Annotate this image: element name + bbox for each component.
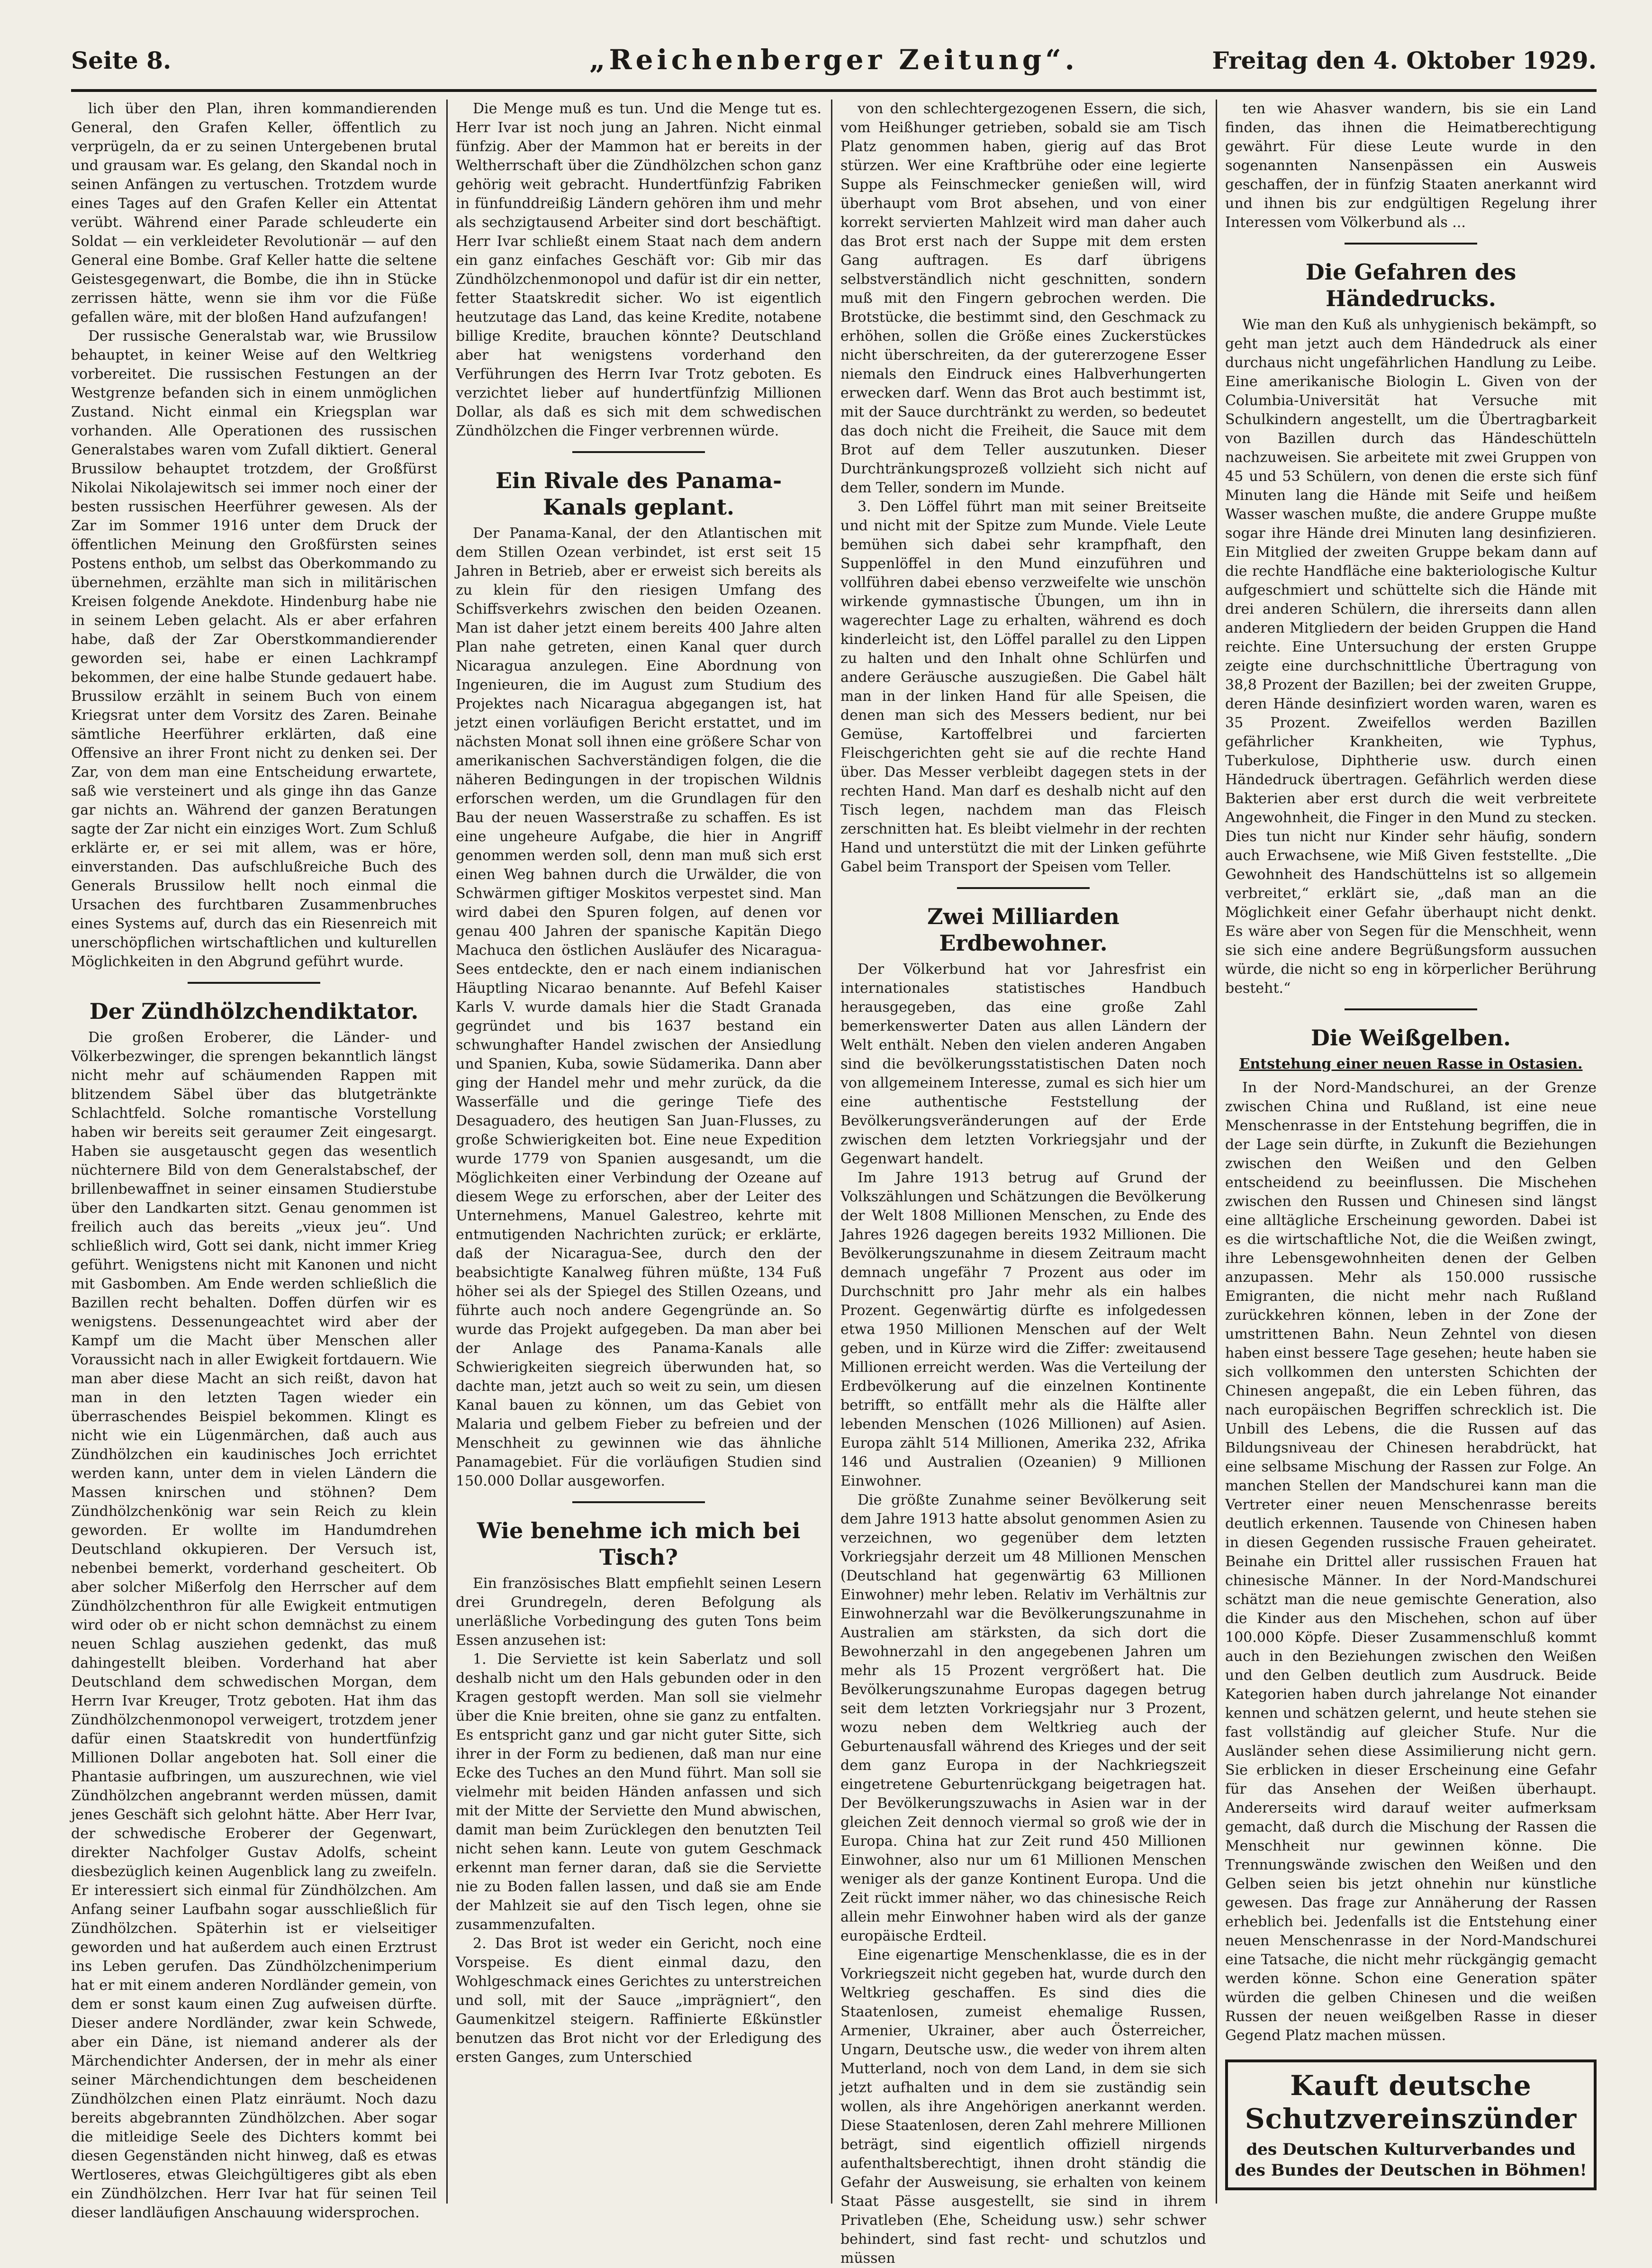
column-divider — [446, 100, 448, 2204]
column-4 — [1225, 100, 1597, 2208]
masthead — [71, 33, 1597, 90]
article-subheadline: Entstehung einer neuen Rasse in Ostasien. — [1239, 1056, 1583, 1072]
article-text: In der Nord-Mandschurei, an der Grenze zwischen China und Rußland, ist eine neue Menschenrasse in der Entstehung begriffen, die in der Lage sein dürfte, in Zukunft die Beziehungen zwischen den Weißen und den Gelben entscheidend zu beeinflussen. Die Mischehen zwischen den Russen und Chinesen sind längst eine alltägliche Erscheinung geworden. Dabei ist es die wirtschaftliche Not, die die Weißen zwingt, ihre Lebensgewohnheiten denen der Gelben anzupassen. Mehr als 150.000 russische Emigranten, die nicht mehr nach Rußland zurückkehren können, leben in der Zone der umstrittenen Bahn. Neun Zehntel von diesen haben einst bessere Tage gesehen; heute haben sie sich vollkommen den untersten Schichten der Chinesen angepaßt, die ein Leben führen, das nach europäischen Begriffen schrecklich ist. Die Unbill des Lebens, die die Russen auf das Bildungsniveau der Chinesen herabdrückt, hat eine selbsame Mischung der Rassen zur Folge. An manchen Stellen der Mandschurei kann man die Vertreter einer neuen Menschenrasse bereits deutlich erkennen. Tausende von Chinesen haben in diesen Gegenden russische Frauen geheiratet. Beinahe ein Drittel aller russischen Frauen hat chinesische Männer. In der Nord-Mandschurei schätzt man die neue gemischte Generation, also die Kinder aus den Mischehen, schon auf über 100.000 Köpfe. Dieser Zusammenschluß kommt auch in den Beziehungen zwischen den Weißen und den Gelben deutlich zum Ausdruck. Beide Kategorien haben durch jahrelange Not einander kennen und schätzen gelernt, und heute stehen sie fast vollständig auf gleicher Stufe. Nur die Ausländer sehen diese Assimilierung nicht gern. Sie erblicken in dieser Erscheinung eine Gefahr für das Ansehen der Weißen überhaupt. Andererseits wird darauf weiter aufmerksam gemacht, daß durch die Mischung der Rassen die Menschheit nur gewinnen könne. Die Trennungswände zwischen den Weißen und den Gelben seien bis jetzt ohnehin nur künstliche gewesen. Das frage zur Annäherung der Rassen erheblich bei. Jedenfalls ist die Entstehung einer neuen Menschenrasse in der Nord-Mandschurei eine Tatsache, die nicht mehr rückgängig gemacht werden könne. Schon eine Generation später würden die gelben Chinesen und die weißen Russen der neuen weißgelben Rasse in dieser Gegend Platz machen müssen. — [1225, 1080, 1597, 2044]
article-text: ten wie Ahasver wandern, bis sie ein Land finden, das ihnen die Heimatberechtigung gewährt. Für diese Leute wurde in den sogenannten Nansenpässen ein Ausweis geschaffen, der in fünfzig Staaten anerkannt wird und ihnen bis zur endgültigen Regelung ihrer Interessen vom Völkerbund als ... — [1225, 100, 1597, 231]
advertisement-headline: Kauft deutsche Schutzvereinszünder — [1245, 2069, 1577, 2135]
article-text: lich über den Plan, ihren kommandierenden General, den Grafen Keller, öffentlich zu verprügeln, da er zu seinen Untergebenen brutal und grausam war. Es gelang, den Skandal noch in seinen Anfängen zu vertuschen. Trotzdem wurde eines Tages auf den Grafen Keller ein Attentat verübt. Während einer Parade schleuderte ein Soldat — ein verkleideter Revolutionär — auf den General eine Bombe. Graf Keller hatte die seltene Geistesgegenwart, die Bombe, die ihn in Stücke zerrissen hätte, wenn sie ihm vor die Füße gefallen wäre, mit der bloßen Hand aufzufangen! — [71, 100, 437, 326]
article-separator — [188, 982, 320, 984]
article-text: Im Jahre 1913 betrug auf Grund der Volkszählungen und Schätzungen die Bevölkerung der Welt 1808 Millionen Menschen, zu Ende des Jahres 1926 dagegen bereits 1932 Millionen. Die Bevölkerungszunahme in diesem Zeitraum macht demnach ungefähr 7 Prozent aus oder im Durchschnitt pro Jahr mehr als ein halbes Prozent. Gegenwärtig dürfte es infolgedessen etwa 1950 Millionen Menschen auf der Welt geben, und in Kürze wird die Ziffer: zweitausend Millionen erreicht werden. Was die Verteilung der Erdbevölkerung auf die einzelnen Kontinente betrifft, so entfällt mehr als die Hälfte aller lebenden Menschen (1026 Millionen) auf Asien. Europa zählt 514 Millionen, Amerika 232, Afrika 146 und Australien (Ozeanien) 9 Millionen Einwohner. — [840, 1170, 1206, 1489]
issue-date: Freitag den 4. Oktober 1929. — [1212, 46, 1597, 74]
article-text: 3. Den Löffel führt man mit seiner Breitseite und nicht mit der Spitze zum Munde. Viele Leute bemühen sich dabei sehr krampfhaft, den Suppenlöffel in den Mund einzuführen und vollführen dabei ebenso verzweifelte wie unschön wirkende gymnastische Übungen, um ihn in wagerechter Lage zu erhalten, während es doch kinderleicht ist, den Löffel parallel zu den Lippen zu halten und den Inhalt ohne Schlürfen und andere Geräusche auszugießen. Die Gabel hält man in der linken Hand für alle Speisen, die denen man sich des Messers bedient, nur bei Gemüse, Kartoffelbrei und farcierten Fleischgerichten geht sie auf die rechte Hand über. Das Messer verbleibt dagegen stets in der rechten Hand. Man darf es deshalb nicht auf den Tisch legen, nachdem man das Fleisch zerschnitten hat. Es bleibt vielmehr in der rechten Hand und unterstützt die mit der Linken geführte Gabel beim Transport der Speisen vom Teller. — [840, 499, 1206, 875]
column-2 — [456, 100, 821, 2208]
article-text: von den schlechtergezogenen Essern, die sich, vom Heißhunger getrieben, sobald sie am Tisch Platz genommen haben, gierig auf das Brot stürzen. Wer eine Kraftbrühe oder eine legierte Suppe als Feinschmecker genießen will, wird überhaupt vom Brot absehen, und von einer korrekt servierten Mahlzeit wird man daher auch das Brot erst nach der Suppe mit dem ersten Gang auftragen. Es darf übrigens selbstverständlich nicht geschnitten, sondern muß mit den Fingern gebrochen werden. Die Brotstücke, die bestimmt sind, den Geschmack zu erhöhen, sollen die Größe eines Zuckerstückes nicht überschreiten, da der gutererzogene Esser niemals den Eindruck eines Halbverhungerten erwecken darf. Wenn das Brot auch bestimmt ist, mit der Sauce durchtränkt zu werden, so bedeutet das doch nicht die Freiheit, die Sauce mit dem Brot auf dem Teller auszutunken. Dieser Durchtränkungsprozeß vollzieht sich nicht auf dem Teller, sondern im Munde. — [840, 100, 1206, 496]
article-separator — [1345, 243, 1477, 245]
article-text: Eine eigenartige Menschenklasse, die es in der Vorkriegszeit nicht gegeben hat, wurde durch den Weltkrieg geschaffen. Es sind dies die Staatenlosen, zumeist ehemalige Russen, Armenier, Ukrainer, aber auch Österreicher, Ungarn, Deutsche usw., die weder von ihrem alten Mutterland, noch von dem Land, in dem sie sich jetzt aufhalten und in dem sie zuständig sein wollen, als ihre Angehörigen anerkannt werden. Diese Staatenlosen, deren Zahl mehrere Millionen beträgt, sind eigentlich offiziell nirgends aufenthaltsberechtigt, ihnen droht ständig die Gefahr der Ausweisung, sie erhalten von keinem Staat Pässe ausgestellt, sie sind in ihrem Privatleben (Ehe, Scheidung usw.) sehr schwer behindert, sind fast recht- und schutzlos und müssen — [840, 1947, 1206, 2267]
article-text: Die größte Zunahme seiner Bevölkerung seit dem Jahre 1913 hatte absolut genommen Asien zu verzeichnen, wo gegenüber dem letzten Vorkriegsjahr derzeit um 48 Millionen Menschen (Deutschland hat gegenwärtig 63 Millionen Einwohner) mehr leben. Relativ im Verhältnis zur Einwohnerzahl war die Bevölkerungszunahme in Australien am stärksten, da sich dort die Bewohnerzahl in den angegebenen Jahren um mehr als 15 Prozent vergrößert hat. Die Bevölkerungszunahme Europas dagegen betrug seit dem letzten Vorkriegsjahr nur 3 Prozent, wozu neben dem Weltkrieg auch der Geburtenausfall während des Krieges und der seit dem ganz Europa in der Nachkriegszeit eingetretene Geburtenrückgang beigetragen hat. Der Bevölkerungszuwachs in Asien war in der gleichen Zeit dennoch viermal so groß wie der in Europa. China hat zur Zeit rund 450 Millionen Einwohner, also nur um 61 Millionen Menschen weniger als der ganze Kontinent Europa. Und die Zeit rückt immer näher, wo das chinesische Reich allein mehr Einwohner haben wird als der ganze europäische Erdteil. — [840, 1492, 1206, 1944]
article-headline: Zwei Milliarden Erdbewohner. — [927, 904, 1119, 956]
article-separator — [572, 451, 705, 453]
page-number: Seite 8. — [71, 46, 172, 74]
column-divider — [1216, 100, 1217, 2204]
article-headline: Die Weißgelben. — [1310, 1025, 1511, 1051]
article-separator — [957, 887, 1090, 889]
article-separator — [572, 1501, 705, 1503]
article-separator — [1345, 1008, 1477, 1010]
newspaper-page — [71, 33, 1597, 2267]
article-text: Ein französisches Blatt empfiehlt seinen Lesern drei Grundregeln, deren Befolgung als unerläßliche Vorbedingung des guten Tons beim Essen anzusehen ist: — [456, 1575, 821, 1649]
column-1 — [71, 100, 437, 2221]
article-headline: Wie benehme ich mich bei Tisch? — [477, 1518, 801, 1570]
article-text: 1. Die Serviette ist kein Saberlatz und soll deshalb nicht um den Hals gebunden oder in den Kragen gestopft werden. Man soll sie vielmehr über die Knie breiten, ohne sie ganz zu entfalten. Es entspricht ganz und gar nicht guter Sitte, sich ihrer in der Form zu bedienen, daß man nur eine Ecke des Tuches an den Mund führt. Man soll sie vielmehr mit beiden Händen anfassen und sich mit der Mitte der Serviette den Mund abwischen, damit man beim Zurücklegen den benutzten Teil nicht sehen kann. Leute von gutem Geschmack erkennt man ferner daran, daß sie die Serviette nie zu Boden fallen lassen, und daß sie am Ende der Mahlzeit sie auf den Tisch legen, ohne sie zusammenzufalten. — [456, 1651, 821, 1933]
column-divider — [831, 100, 832, 2204]
article-text: Die Menge muß es tun. Und die Menge tut es. Herr Ivar ist noch jung an Jahren. Nicht einmal fünfzig. Aber der Mammon hat er bereits in der Weltherrschaft über die Zündhölzchen schon ganz gehörig weit gebracht. Hundertfünfzig Fabriken in fünfunddreißig Ländern gehören ihm und mehr als sechzigtausend Arbeiter sind dort beschäftigt. Herr Ivar schließt einem Staat nach dem andern ein ganz einfaches Geschäft vor: Gib mir das Zündhölzchenmonopol und dafür ist dir ein netter, fetter Staatskredit sicher. Wo ist eigentlich heutzutage das Land, das keine Kredite, notabene billige Kredite, brauchen könnte? Deutschland aber hat wenigstens vorderhand den Verführungen des Herrn Ivar Trotz geboten. Es verzichtet lieber auf hundertfünfzig Millionen Dollar, als daß es sich mit dem schwedischen Zündhölzchen die Finger verbrennen würde. — [456, 100, 821, 439]
article-headline: Ein Rivale des Panama-Kanals geplant. — [495, 468, 782, 520]
article-text: Der russische Generalstab war, wie Brussilow behauptet, in keiner Weise auf den Weltkrieg vorbereitet. Die russischen Festungen an der Westgrenze befanden sich in einem unmöglichen Zustand. Nicht einmal ein Kriegsplan war vorhanden. Alle Operationen des russischen Generalstabes waren vom Zufall diktiert. General Brussilow behauptet trotzdem, der Großfürst Nikolai Nikolajewitsch sei immer noch einer der besten russischen Heerführer gewesen. Als der Zar im Sommer 1916 unter dem Druck der öffentlichen Meinung den Großfürsten seines Postens enthob, um selbst das Oberkommando zu übernehmen, erzählte man sich in militärischen Kreisen folgende Anekdote. Hindenburg habe nie in seinem Leben gelacht. Als er aber erfahren habe, daß der Zar Oberstkommandierender geworden sei, habe er einen Lachkrampf bekommen, der eine halbe Stunde gedauert habe. Brussilow erzählt in seinem Buch von einem Kriegsrat unter dem Vorsitz des Zaren. Beinahe sämtliche Heerführer erklärten, daß eine Offensive an ihrer Front nicht zu denken sei. Der Zar, von dem man eine Entscheidung erwartete, saß wie versteinert und als ginge ihn das Ganze gar nichts an. Während der ganzen Beratungen sagte der Zar nicht ein einziges Wort. Zum Schluß erklärte er, er sei mit allem, was er höre, einverstanden. Das aufschlußreiche Buch des Generals Brussilow hellt noch einmal die Ursachen des furchtbaren Zusammenbruches eines Systems auf, durch das ein Riesenreich mit unerschöpflichen wirtschaftlichen und kulturellen Möglichkeiten in den Abgrund geführt wurde. — [71, 328, 437, 970]
article-text: Der Völkerbund hat vor Jahresfrist ein internationales statistisches Handbuch herausgegeben, das eine große Zahl bemerkenswerter Daten aus allen Ländern der Welt enthält. Neben den vielen anderen Angaben sind die bevölkerungsstatistischen Daten noch von allgemeinem Interesse, zumal es sich hier um eine authentische Feststellung der Bevölkerungsveränderungen auf der Erde zwischen dem letzten Vorkriegsjahr und der Gegenwart handelt. — [840, 961, 1206, 1167]
advertisement-text: des Deutschen Kulturverbandes und des Bundes der Deutschen in Böhmen! — [1235, 2140, 1587, 2180]
column-3 — [840, 100, 1206, 2267]
header-rule — [71, 89, 1597, 92]
newspaper-title: „Reichenberger Zeitung“. — [589, 44, 1078, 76]
article-text: 2. Das Brot ist weder ein Gericht, noch eine Vorspeise. Es dient einmal dazu, den Wohlgeschmack eines Gerichtes zu unterstreichen und soll, mit der Sauce „imprägniert“, den Gaumenkitzel steigern. Raffinierte Eßkünstler benutzen das Brot nicht vor der Erledigung des ersten Ganges, zum Unterschied — [456, 1935, 821, 2066]
article-text: Die großen Eroberer, die Länder- und Völkerbezwinger, die sprengen bekanntlich längst nicht mehr auf schäumenden Rappen mit blitzendem Säbel über das blutgetränkte Schlachtfeld. Solche romantische Vorstellung haben wir bereits seit geraumer Zeit eingesargt. Haben sie ausgetauscht gegen das wesentlich nüchternere Bild von dem Generalstabschef, der brillenbewaffnet in seiner einsamen Studierstube über den Landkarten sitzt. Genau genommen ist freilich auch das bereits „vieux jeu“. Und schließlich wird, Gott sei dank, nicht immer Krieg geführt. Wenigstens nicht mit Kanonen und nicht mit Gasbomben. Am Ende werden schließlich die Bazillen recht behalten. Doffen dürfen wir es wenigstens. Dessenungeachtet wird aber der Kampf um die Macht über Menschen aller Voraussicht nach in aller Ewigkeit fortdauern. Wie man aber diese Macht an sich reißt, davon hat man in den letzten Tagen wieder ein überraschendes Beispiel bekommen. Klingt es nicht wie ein Lügenmärchen, daß auch aus Zündhölzchen ein kaudinisches Joch errichtet werden kann, unter dem in vielen Ländern die Massen knirschen und stöhnen? Dem Zündhölzchenkönig war sein Reich zu klein geworden. Er wollte im Handumdrehen Deutschland okkupieren. Der Versuch ist, nebenbei bemerkt, vorderhand gescheitert. Ob aber solcher Mißerfolg den Herrscher auf dem Zündhölzchenthron für alle Ewigkeit entmutigen wird oder ob er nicht schon demnächst zu einem neuen Schlag ausziehen gedenkt, das muß dahingestellt bleiben. Vorderhand hat aber Deutschland dem schwedischen Morgan, dem Herrn Ivar Kreuger, Trotz geboten. Hat ihm das Zündhölzchenmonopol verweigert, trotzdem jener dafür einen Staatskredit von hundertfünfzig Millionen Dollar angeboten hat. Soll einer die Phantasie aufbringen, um auszurechnen, wie viel Zündhölzchen angebrannt werden müssen, damit jenes Geschäft sich gelohnt hätte. Aber Herr Ivar, der schwedische Eroberer der Gegenwart, direkter Nachfolger Gustav Adolfs, scheint diesbezüglich keinen Augenblick lang zu zweifeln. Er interessiert sich einmal für Zündhölzchen. Am Anfang seiner Laufbahn sogar ausschließlich für Zündhölzchen. Späterhin ist er vielseitiger geworden und hat außerdem auch einen Erztrust ins Leben gerufen. Das Zündhölzchenimperium hat er mit einem anderen Nordländer gemein, von dem er sonst kaum einen Zug aufweisen dürfte. Dieser andere Nordländer, zwar kein Schwede, aber ein Däne, ist niemand anderer als der Märchendichter Andersen, der in mehr als einer seiner Märchendichtungen dem bescheidenen Zündhölzchen einen Platz einräumt. Noch dazu bereits abgebrannten Zündhölzchen. Aber sogar die mitleidige Seele des Dichters kommt bei diesen Gegenständen nicht hinweg, daß es etwas Wertloseres, etwas Gleichgültigeres gibt als eben ein Zündhölzchen. Herr Ivar hat für seinen Teil dieser landläufigen Anschauung widersprochen. — [71, 1029, 437, 2221]
article-text: Wie man den Kuß als unhygienisch bekämpft, so geht man jetzt auch dem Händedruck als einer durchaus nicht ungefährlichen Handlung zu Leibe. Eine amerikanische Biologin L. Given von der Columbia-Universität hat Versuche mit Schulkindern angestellt, um die Übertragbarkeit von Bazillen durch das Händeschütteln nachzuweisen. Sie arbeitete mit zwei Gruppen von 45 und 53 Schülern, von denen die erste sich fünf Minuten lang die Hände mit Seife und heißem Wasser waschen mußte, die andere Gruppe mußte sogar ihre Hände drei Minuten lang desinfizieren. Ein Mitglied der zweiten Gruppe bekam dann auf die rechte Handfläche eine bakteriologische Kultur aufgeschmiert und schüttelte sich die Hände mit drei anderen Schülern, die ihrerseits dann allen anderen Mitgliedern der beiden Gruppen die Hand reichte. Eine Untersuchung der ersten Gruppe zeigte eine durchschnittliche Übertragung von 38,8 Prozent der Bazillen; bei der zweiten Gruppe, deren Hände desinfiziert worden waren, waren es 35 Prozent. Zweifellos werden Bazillen gefährlicher Krankheiten, wie Typhus, Tuberkulose, Diphtherie usw. durch einen Händedruck übertragen. Gefährlich werden diese Bakterien aber erst durch die weit verbreitete Angewohnheit, die Finger in den Mund zu stecken. Dies tun nicht nur Kinder sehr häufig, sondern auch Erwachsene, wie Miß Given feststellte. „Die Gewohnheit des Handschüttelns ist so allgemein verbreitet,“ erklärt sie, „daß man an die Möglichkeit einer Gefahr überhaupt nicht denkt. Es wäre aber von Segen für die Menschheit, wenn sie sich eine andere Begrüßungsform aussuchen würde, die nicht so eng in körperlicher Berührung besteht.“ — [1225, 317, 1597, 997]
article-headline: Der Zündhölzchendiktator. — [89, 998, 419, 1024]
article-headline: Die Gefahren des Händedrucks. — [1305, 259, 1517, 311]
article-text: Der Panama-Kanal, der den Atlantischen mit dem Stillen Ozean verbindet, ist erst seit 15 Jahren in Betrieb, aber er erweist sich bereits als zu klein für den riesigen Umfang des Schiffsverkehrs zwischen den beiden Ozeanen. Man ist daher jetzt einem bereits 400 Jahre alten Plan nahe getreten, einen Kanal quer durch Nicaragua anzulegen. Eine Abordnung von Ingenieuren, die im August zum Studium des Projektes nach Nicaragua abgegangen ist, hat jetzt einen vorläufigen Bericht erstattet, und im nächsten Monat soll ihnen eine größere Schar von amerikanischen Sachverständigen folgen, die die näheren Bedingungen in der tropischen Wildnis erforschen werden, um die Grundlagen für den Bau der neuen Wasserstraße zu schaffen. Es ist eine ungeheure Aufgabe, die hier in Angriff genommen werden soll, denn man muß sich erst einen Weg bahnen durch die Urwälder, die von Schwärmen giftiger Moskitos verpestet sind. Man wird dabei den Spuren folgen, auf denen vor genau 400 Jahren der spanische Kapitän Diego Machuca den östlichen Ausläufer des Nicaragua-Sees entdeckte, den er nach einem indianischen Häuptling Nicarao benannte. Auf Befehl Kaiser Karls V. wurde damals hier die Stadt Granada gegründet und bis 1637 bestand ein schwunghafter Handel zwischen der Ansiedlung und Spanien, Kuba, sowie Südamerika. Dann aber ging der Handel mehr und mehr zurück, da die Wasserfälle und die geringe Tiefe des Desaguadero, des heutigen San Juan-Flusses, zu große Schwierigkeiten bot. Eine neue Expedition wurde 1779 von Spanien ausgesandt, um die Möglichkeiten einer Verbindung der Ozeane auf diesem Wege zu erforschen, aber der Leiter des Unternehmens, Manuel Galestreo, kehrte mit entmutigenden Nachrichten zurück; er erklärte, daß der Nicaragua-See, durch den der beabsichtigte Kanalweg führen müßte, 134 Fuß höher sei als der Spiegel des Stillen Ozeans, und führte auch noch andere Gegengründe an. So wurde das Projekt aufgegeben. Da man aber bei der Anlage des Panama-Kanals alle Schwierigkeiten siegreich überwunden hat, so dachte man, jetzt auch so weit zu sein, um diesen Kanal bauen zu können, um das Gebiet von Malaria und gelbem Fieber zu befreien und der Menschheit zu gewinnen wie das ähnliche Panamagebiet. Für die vorläufigen Studien sind 150.000 Dollar ausgeworfen. — [456, 525, 821, 1489]
advertisement-box — [1225, 2059, 1597, 2190]
